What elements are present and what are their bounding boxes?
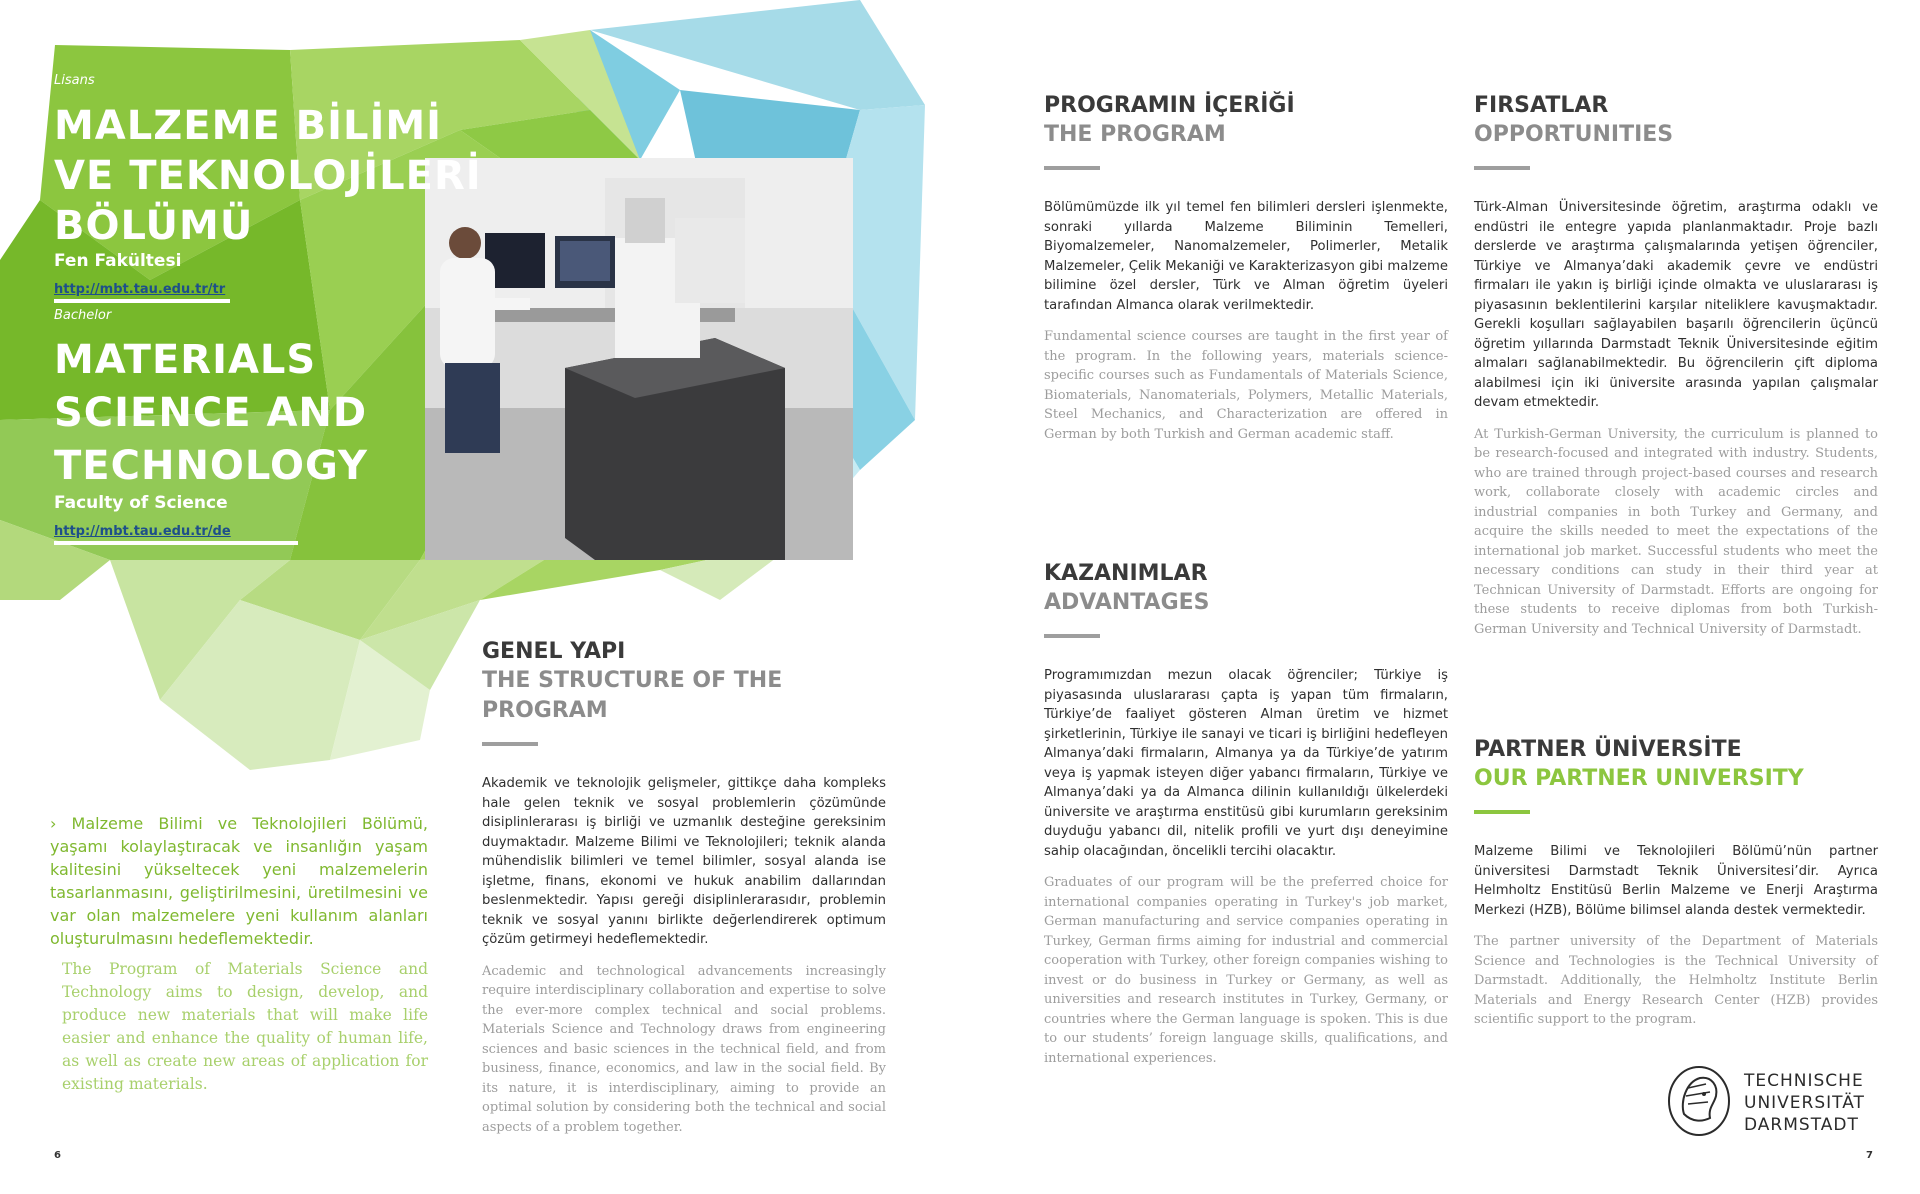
- tu-wordmark-line-3: DARMSTADT: [1744, 1115, 1859, 1135]
- tu-wordmark-line-2: UNIVERSITÄT: [1744, 1093, 1865, 1113]
- intro-text-tr: [50, 812, 428, 950]
- intro-text-tr-body: Malzeme Bilimi ve Teknolojileri Bölümü, yaşamı kolaylaştıracak ve insanlığın yaşam kalitesini yükseltecek yeni malzemelerin tasarlanmasını, geliştirilmesini, üretilmesini ve var olan malzemelere yeni kullanım alanları oluşturulmasını hedeflemektedir.: [50, 814, 428, 948]
- intro-block: [50, 812, 428, 1096]
- structure-body-en: Academic and technological advancements increasingly require interdisciplinary collaboration and expertise to solve the ever-more complex technical and social problems. Materials Science and Technology draws from engineering sciences and basic sciences in the technical field, and from business, finance, economics, and law in the social field. By its nature, it is interdisciplinary, aiming to provide an optimal solution by considering both the technical and social aspects of a problem together.: [482, 963, 886, 1135]
- bachelor-label-en: Bachelor: [54, 308, 112, 323]
- department-title-tr-line-2: VE TEKNOLOJİLERİ: [54, 153, 482, 199]
- page-number-left: 6: [54, 1150, 61, 1161]
- program-heading-tr: PROGRAMIN İÇERİĞİ: [1044, 93, 1295, 118]
- partner-body-tr: Malzeme Bilimi ve Teknolojileri Bölümü’nün partner üniversitesi Darmstadt Teknik Üniversitesi’dir. Ayrıca Helmholtz Enstitüsü Berlin Malzeme ve Enerji Araştırma Merkezi (HZB), Bölüme bilimsel alanda destek vermektedir.: [1474, 844, 1878, 918]
- page-number-right: 7: [1866, 1150, 1873, 1161]
- opportunities-section: [1474, 92, 1878, 639]
- faculty-name-tr: Fen Fakültesi: [54, 251, 182, 271]
- advantages-heading-tr: KAZANIMLAR: [1044, 561, 1208, 586]
- title-divider-en: [54, 541, 298, 545]
- department-title-en-line-3: TECHNOLOGY: [54, 443, 368, 489]
- partner-section: [1474, 736, 1878, 1030]
- opportunities-body-en: At Turkish-German University, the curriculum is planned to be research-focused and integrated with industry. Students, who are trained through project-based courses and research work, collaborate closely with academic circles and industrial companies in both Turkey and Germany, and acquire the skills needed to meet the expectations of the international job market. Successful students who meet the necessary conditions can study in their third year at Technican University of Darmstadt. Efforts are ongoing for these students to receive diplomas from both Turkish-German University and Technical University of Darmstadt.: [1474, 426, 1878, 637]
- opportunities-divider: [1474, 166, 1530, 170]
- structure-divider: [482, 742, 538, 746]
- advantages-section: [1044, 560, 1448, 1068]
- advantages-divider: [1044, 634, 1100, 638]
- chevron-right-icon: ›: [50, 814, 57, 833]
- bachelor-label-tr: Lisans: [54, 73, 95, 88]
- structure-body-tr: Akademik ve teknolojik gelişmeler, gittikçe daha kompleks hale gelen teknik ve sosyal problemlerin çözümünde disiplinlerarası iş birliği ve uzmanlık desteğine gereksinim duymaktadır. Malzeme Bilimi ve Teknolojileri; teknik alanda mühendislik bilimleri ve temel bilimler, sosyal alanda ise işletme, finans, ekonomi ve hukuk anabilim dallarından beslenmektedir. Yapısı gereği disiplinlerarasıdır, problemin teknik ve sosyal yanını birlikte değerlendirerek optimum çözüm getirmeyi hedeflemektedir.: [482, 776, 886, 947]
- intro-text-en: The Program of Materials Science and Technology aims to design, develop, and produce new materials that will make life easier and enhance the quality of human life, as well as create new areas of application for existing materials.: [62, 960, 428, 1093]
- department-link-tr[interactable]: http://mbt.tau.edu.tr/tr: [54, 282, 226, 297]
- program-heading-en: THE PROGRAM: [1044, 122, 1226, 147]
- department-title-tr: [54, 101, 482, 251]
- tu-darmstadt-athena-logo: [1666, 1064, 1732, 1138]
- title-divider-tr: [54, 299, 230, 303]
- structure-heading-tr: GENEL YAPI: [482, 639, 626, 664]
- program-section: [1044, 92, 1448, 444]
- advantages-body-en: Graduates of our program will be the preferred choice for international companies operating in Turkey's job market, German manufacturing and service companies operating in Turkey, German firms aiming for industrial and commercial cooperation with Turkey, other foreign companies wishing to invest or do business in Turkey or Germany, as well as universities and research institutes in Turkey, Germany, or countries where the German language is spoken. This is due to our students’ foreign language skills, qualifications, and international experiences.: [1044, 875, 1448, 1066]
- opportunities-heading-tr: FIRSATLAR: [1474, 93, 1609, 118]
- department-title-en-line-1: MATERIALS: [54, 337, 317, 383]
- partner-heading-en: OUR PARTNER UNIVERSITY: [1474, 766, 1804, 791]
- structure-heading-en: THE STRUCTURE OF THE PROGRAM: [482, 668, 783, 723]
- program-body-en: Fundamental science courses are taught in the first year of the program. In the following years, materials science-specific courses such as Fundamentals of Materials Science, Biomaterials, Nanomaterials, Polymers, Metallic Materials, Steel Mechanics, and Characterization are offered in German by both Turkish and German academic staff.: [1044, 329, 1448, 442]
- partner-body-en: The partner university of the Department of Materials Science and Technologies is the Technical University of Darmstadt. Additionally, the Helmholtz Institute Berlin Materials and Energy Research Center (HZB) provides scientific support to the program.: [1474, 934, 1878, 1027]
- partner-heading-tr: PARTNER ÜNİVERSİTE: [1474, 737, 1742, 762]
- program-body-tr: Bölümümüzde ilk yıl temel fen bilimleri dersleri işlenmekte, sonraki yıllarda Malzeme Biliminin Temelleri, Biyomalzemeler, Nanomalzemeler, Polimerler, Metalik Malzemeler, Çelik Mekaniği ve Karakterizasyon gibi malzeme bilimine özel dersler, Türk ve Alman öğretim üyeleri tarafından Almanca olarak verilmektedir.: [1044, 200, 1448, 313]
- opportunities-heading-en: OPPORTUNITIES: [1474, 122, 1674, 147]
- department-link-en[interactable]: http://mbt.tau.edu.tr/de: [54, 524, 231, 539]
- department-title-en-line-2: SCIENCE AND: [54, 390, 368, 436]
- laboratory-photo: [425, 158, 853, 560]
- department-title-tr-line-3: BÖLÜMÜ: [54, 203, 254, 249]
- structure-section: [482, 638, 886, 1137]
- tu-wordmark-line-1: TECHNISCHE: [1744, 1071, 1864, 1091]
- partner-divider: [1474, 810, 1530, 814]
- faculty-name-en: Faculty of Science: [54, 493, 228, 513]
- department-title-tr-line-1: MALZEME BİLİMİ: [54, 103, 443, 149]
- tu-darmstadt-wordmark: [1744, 1070, 1865, 1136]
- advantages-heading-en: ADVANTAGES: [1044, 590, 1210, 615]
- department-title-en: [54, 334, 368, 493]
- opportunities-body-tr: Türk-Alman Üniversitesinde öğretim, araştırma odaklı ve endüstri ile entegre yapıda planlanmaktadır. Proje bazlı derslerde ve araştırma çalışmalarında yetişen öğrenciler, Türkiye ve Almanya’daki akademik çevre ve endüstri firmaları ile yakın iş birliği içinde olmakta ve uluslararası iş piyasasının beklentilerini karşılar niteliklere kavuşmaktadır. Gerekli koşulları sağlayabilen başarılı öğrencilerin üçüncü öğretim yıllarında Darmstadt Teknik Üniversitesinde eğitim almaları sağlanabilmektedir. Bu öğrencilerin çift diploma alabilmesi için iki üniversite arasında yapılan çalışmalar devam etmektedir.: [1474, 200, 1878, 410]
- program-divider: [1044, 166, 1100, 170]
- advantages-body-tr: Programımızdan mezun olacak öğrenciler; Türkiye iş piyasasında uluslararası çapta iş yapan tüm firmaların, Türkiye’de faaliyet gösteren Alman üretim ve hizmet şirketlerinin, Türkiye ile sanayi ve ticari iş birliğini hedefleyen Almanya’daki firmaların, Almanya ya da Türkiye’de yatırım veya iş yapmak isteyen diğer yabancı firmaların, Türkiye ve Almanya’daki ya da Almanca dilinin kullanıldığı ülkelerdeki üniversite ve araştırma enstitüsü gibi kurumların gereksinim duyduğu yabancı dil, nitelik profili ve yurt dışı deneyimine sahip olacağından, öncelikli tercihi olacaktır.: [1044, 668, 1448, 859]
